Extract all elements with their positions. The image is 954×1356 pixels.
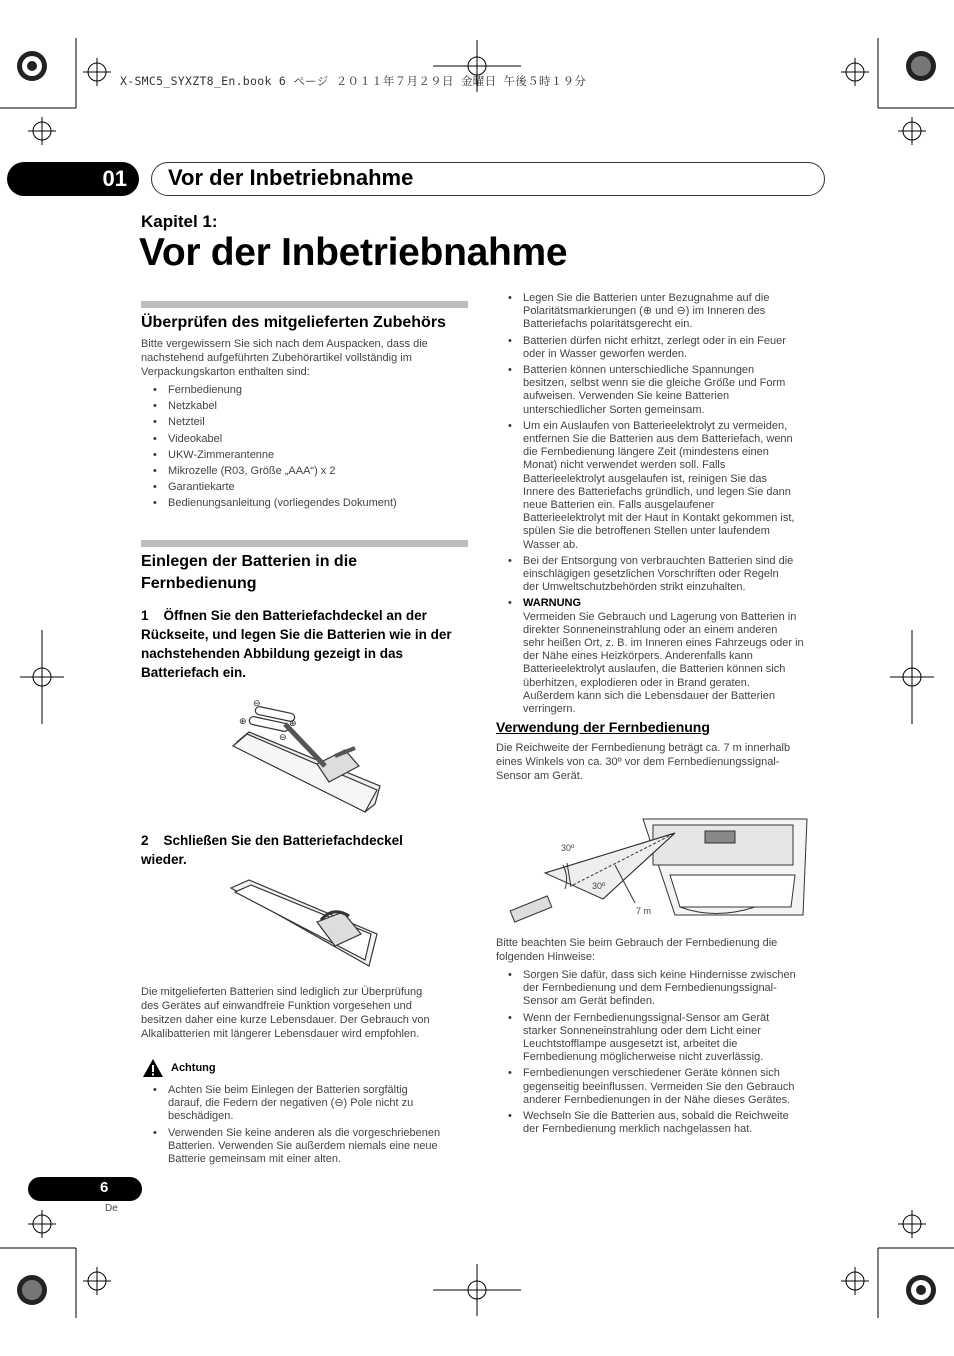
step-1	[141, 606, 471, 682]
hints-intro	[496, 936, 831, 964]
text-line: sehr heißen Ort, z. B. im Inneren eines Fahrzeugs oder in	[523, 637, 804, 650]
text-line: Außerdem kann sich die Lebensdauer der Batterien	[523, 689, 775, 702]
list-item: • Mikrozelle (R03, Größe „AAA“) x 2	[141, 465, 471, 478]
remote-range-diagram	[505, 815, 813, 923]
step-line: Rückseite, und legen Sie die Batterien wie in der	[141, 627, 452, 642]
warning-label: • WARNUNG	[523, 597, 582, 610]
text-line: Batterieelektrolyt ausgelaufen ist, reinigen Sie das	[523, 472, 767, 485]
list-item: • Bedienungsanleitung (vorliegendes Dokument)	[141, 497, 471, 510]
language-code: De	[105, 1203, 118, 1214]
svg-text:⊕: ⊕	[239, 716, 247, 726]
step-2	[141, 831, 471, 869]
list-item	[496, 364, 831, 417]
text-line: Die mitgelieferten Batterien sind lediglich zur Überprüfung	[141, 986, 423, 998]
remote-cover-close-illustration	[225, 876, 385, 974]
text-line: • Um ein Auslaufen von Batterieelektrolyt zu vermeiden,	[523, 419, 788, 432]
list-item: • Netzkabel	[141, 400, 471, 413]
step-line: 1 Öffnen Sie den Batteriefachdeckel an der	[141, 608, 427, 623]
kapitel-label: Kapitel 1:	[141, 212, 218, 231]
text-line: spülen Sie die betroffenen Stellen unter laufendem	[523, 525, 770, 538]
section-heading-zubehoer: Überprüfen des mitgelieferten Zubehörs	[141, 314, 446, 331]
text-line: aufweisen. Verwenden Sie keine Batterien	[523, 390, 730, 403]
list-item-warning	[496, 597, 831, 716]
angle-label-top: 30º	[561, 843, 575, 853]
text-line: anderer Fernbedienungen in der Nähe dieses Gerätes.	[523, 1093, 791, 1106]
text-line: • Sorgen Sie dafür, dass sich keine Hindernisse zwischen	[523, 969, 796, 981]
list-item: • Videokabel	[141, 433, 471, 446]
list-item	[496, 420, 831, 552]
remote-battery-insert-illustration	[225, 694, 385, 819]
list-item: • Garantiekarte	[141, 481, 471, 494]
caution-list	[141, 1084, 471, 1169]
text-line: verringern.	[523, 703, 576, 716]
chapter-number-tab	[7, 162, 139, 196]
text-line: oder in Wasser geworfen werden.	[523, 347, 688, 360]
text-line: Innere des Batteriefachs gründlich, und legen Sie dann	[523, 485, 791, 498]
warning-triangle-icon	[142, 1058, 164, 1078]
text-line: gegenseitig beeinflussen. Vermeiden Sie den Gebrauch	[523, 1080, 795, 1093]
text-line: • Wechseln Sie die Batterien aus, sobald die Reichweite	[523, 1110, 789, 1123]
list-item	[496, 1110, 831, 1136]
text-line: Monat) nicht verwendet werden soll. Falls	[523, 459, 726, 472]
text-line: Batterie gemeinsam mit einer alten.	[168, 1153, 342, 1166]
zubehoer-intro	[141, 337, 471, 379]
page-title: Vor der Inbetriebnahme	[139, 231, 568, 274]
text-line: • Wenn der Fernbedienungssignal-Sensor am Gerät	[523, 1011, 770, 1024]
text-line: die Fernbedienung längere Zeit (mindestens einen	[523, 446, 769, 459]
text-line: Batterien. Verwenden Sie außerdem niemals eine neue	[168, 1139, 438, 1152]
text-line: Bitte beachten Sie beim Gebrauch der Fernbedienung die	[496, 937, 778, 949]
text-line: Alkalibatterien mit längerer Lebensdauer wird empfohlen.	[141, 1028, 420, 1040]
list-item: • Netzteil	[141, 416, 471, 429]
text-line: Fernbedienung möglicherweise nicht zuverlässig.	[523, 1051, 764, 1064]
list-item	[141, 1127, 471, 1167]
heading-line: Fernbedienung	[141, 575, 257, 592]
text-line: Verpackungskarton enthalten sind:	[141, 366, 310, 378]
section-heading-batterien	[141, 551, 357, 595]
list-item	[496, 1067, 831, 1107]
range-intro	[496, 741, 831, 783]
text-line: Batteriefachs polaritätsgerecht ein.	[523, 318, 693, 331]
text-line: besitzen, selbst wenn sie die gleiche Größe und Form	[523, 377, 786, 390]
text-line: Sensor am Gerät.	[496, 770, 583, 782]
svg-text:⊖: ⊖	[253, 698, 261, 708]
text-line: direkter Sonneneinstrahlung oder an einem anderen	[523, 623, 778, 636]
angle-label-mid: 30º	[592, 881, 606, 891]
text-line: unterschiedlicher Sorten gemeinsam.	[523, 403, 705, 416]
text-line: Leuchtstofflampe ausgesetzt ist, arbeitet die	[523, 1038, 738, 1051]
step-line: nachstehenden Abbildung gezeigt in das	[141, 646, 404, 661]
text-line: • Batterien können unterschiedliche Spannungen	[523, 364, 755, 377]
text-line: • Bei der Entsorgung von verbrauchten Batterien sind die	[523, 554, 794, 567]
text-line: Wasser ab.	[523, 538, 579, 551]
text-line: entfernen Sie die Batterien aus dem Batteriefach, wenn	[523, 433, 793, 446]
section-divider	[141, 540, 468, 547]
text-line: starker Sonneneinstrahlung oder dem Licht einer	[523, 1024, 761, 1037]
list-item	[496, 1012, 831, 1065]
svg-text:⊖: ⊖	[279, 732, 287, 742]
chapter-number: 01	[102, 166, 127, 191]
text-line: Batterieelektrolyt auslaufen, die Batterien können sich	[523, 663, 786, 676]
text-line: Batterieelektrolyt mit der Haut in Kontakt gekommen ist,	[523, 512, 795, 525]
text-line: • Batterien dürfen nicht erhitzt, zerlegt oder in ein Feuer	[523, 334, 786, 347]
hints-list	[496, 969, 831, 1139]
text-line: • Fernbedienungen verschiedener Geräte können sich	[523, 1067, 780, 1080]
list-item	[496, 292, 831, 332]
step-line: wieder.	[141, 852, 187, 867]
battery-note	[141, 985, 471, 1041]
text-line: darauf, die Federn der negativen (⊖) Pole nicht zu	[168, 1097, 414, 1110]
text-line: überhitzen, explodieren oder in Brand geraten.	[523, 676, 750, 689]
print-header-line: X-SMC5_SYXZT8_En.book 6 ページ ２０１１年７月２９日 金曜日 午後５時１９分	[120, 74, 587, 88]
section-divider	[141, 301, 468, 308]
list-item	[141, 1084, 471, 1124]
text-line: Bitte vergewissern Sie sich nach dem Auspacken, dass die	[141, 338, 428, 350]
text-line: der Nähe eines Heizkörpers. Anderenfalls kann	[523, 650, 753, 663]
text-line: der Umweltschutzbehörden strikt einzuhalten.	[523, 581, 746, 594]
section-heading-fernbedienung: Verwendung der Fernbedienung	[496, 719, 710, 735]
svg-text:⊕: ⊕	[289, 718, 297, 728]
text-line: • Verwenden Sie keine anderen als die vorgeschriebenen	[168, 1126, 441, 1139]
text-line: besitzen daher eine kurze Lebensdauer. Der Gebrauch von	[141, 1014, 430, 1026]
caution-label: Achtung	[171, 1062, 216, 1074]
text-line: Die Reichweite der Fernbedienung beträgt ca. 7 m innerhalb	[496, 742, 791, 754]
step-line: Batteriefach ein.	[141, 665, 247, 680]
text-line: Polaritätsmarkierungen (⊕ und ⊖) im Inneren des	[523, 305, 766, 318]
distance-label: 7 m	[636, 906, 652, 916]
text-line: der Fernbedienung und dem Fernbedienungssignal-	[523, 982, 777, 995]
text-line: Vermeiden Sie Gebrauch und Lagerung von Batterien in	[523, 610, 797, 623]
text-line: beschädigen.	[168, 1110, 234, 1123]
text-line: • Achten Sie beim Einlegen der Batterien sorgfältig	[168, 1084, 408, 1096]
zubehoer-list	[141, 384, 471, 514]
list-item	[496, 335, 831, 361]
list-item: • UKW-Zimmerantenne	[141, 449, 471, 462]
list-item: • Fernbedienung	[141, 384, 471, 397]
text-line: folgenden Hinweise:	[496, 951, 596, 963]
list-item	[496, 969, 831, 1009]
text-line: des Gerätes auf einwandfreie Funktion vorgesehen und	[141, 1000, 412, 1012]
text-line: eines Winkels von ca. 30º vor dem Fernbedienungssignal-	[496, 756, 780, 768]
page-number-tab	[28, 1177, 142, 1201]
text-line: nachstehend aufgeführten Zubehörartikel vollständig im	[141, 352, 412, 364]
battery-safety-list	[496, 292, 831, 719]
text-line: der Fernbedienung merklich nachgelassen hat.	[523, 1123, 753, 1136]
text-line: einschlägigen gesetzlichen Vorschriften oder Regeln	[523, 568, 779, 581]
list-item	[496, 555, 831, 595]
page-number: 6	[100, 1179, 109, 1196]
heading-line: Einlegen der Batterien in die	[141, 553, 358, 570]
step-line: 2 Schließen Sie den Batteriefachdeckel	[141, 833, 403, 848]
chapter-title: Vor der Inbetriebnahme	[168, 165, 414, 190]
text-line: neue Batterien ein. Falls ausgelaufener	[523, 499, 715, 512]
text-line: Sensor am Gerät befinden.	[523, 995, 656, 1008]
text-line: • Legen Sie die Batterien unter Bezugnahme auf die	[523, 292, 770, 304]
